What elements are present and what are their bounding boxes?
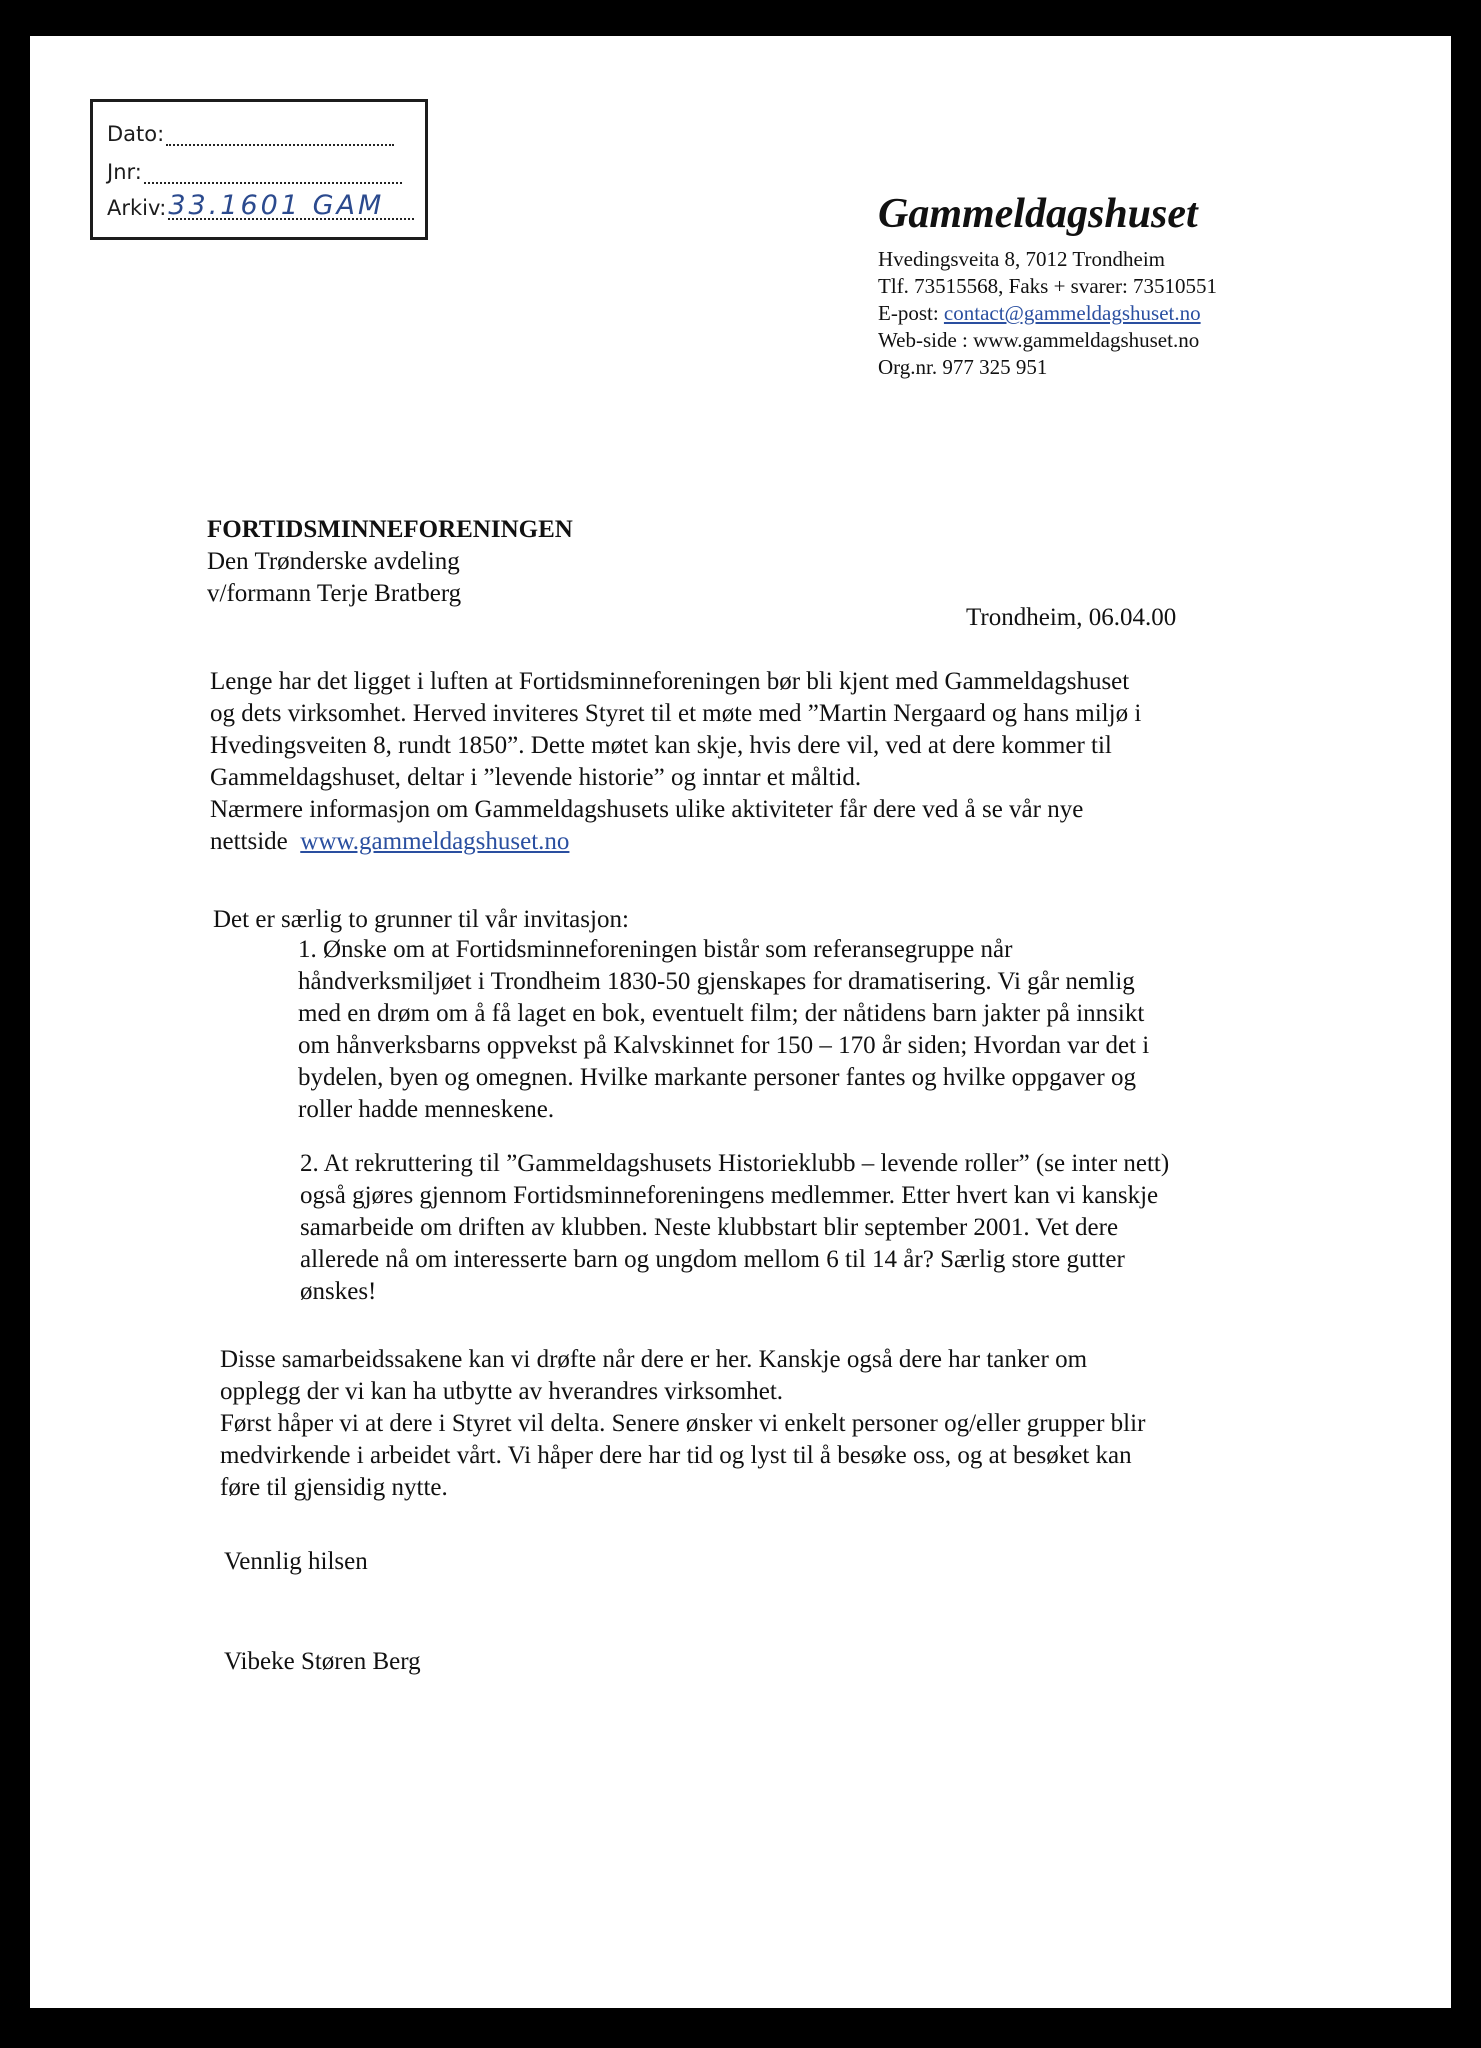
paragraph-line: opplegg der vi kan ha utbytte av hverandres virksomhet. [220,1378,784,1405]
stamp-dato-row [107,122,394,146]
letter-page [30,36,1451,2008]
reason-line: samarbeide om driften av klubben. Neste klubbstart blir september 2001. Vet dere [300,1214,1119,1241]
letterhead-web: Web-side : www.gammeldagshuset.no [878,328,1200,352]
reason-line: 2. At rekruttering til ”Gammeldagshusets Historieklubb – levende roller” (se inter nett) [300,1150,1170,1177]
letterhead-name: Gammeldagshuset [878,191,1198,237]
reason-line: om hånverksbarns oppvekst på Kalvskinnet for 150 – 170 år siden; Hvordan var det i [298,1032,1150,1059]
recipient-dept: Den Trønderske avdeling [207,548,460,575]
paragraph-line: Hvedingsveiten 8, rundt 1850”. Dette møtet kan skje, hvis dere vil, ved at dere kommer til [210,732,1112,759]
letter-date: Trondheim, 06.04.00 [966,604,1177,631]
letterhead-orgnr: Org.nr. 977 325 951 [878,355,1048,379]
stamp-arkiv-handwritten: 33.1601 GAM [168,194,414,220]
signature-name: Vibeke Støren Berg [224,1648,421,1675]
reason-line: allerede nå om interesserte barn og ungdom mellom 6 til 14 år? Særlig store gutter [300,1246,1125,1273]
reason-line: håndverksmiljøet i Trondheim 1830-50 gjenskapes for dramatisering. Vi går nemlig [298,968,1135,995]
stamp-arkiv-label: Arkiv: [107,196,167,220]
paragraph-intro [210,666,1141,858]
paragraph-reasons-intro: Det er særlig to grunner til vår invitasjon: [213,906,629,933]
letterhead-email-label: E-post: [878,301,939,325]
stamp-dato-label: Dato: [107,122,165,146]
reason-line: ønskes! [300,1278,377,1305]
stamp-dato-line [166,126,394,146]
letterhead-email-link[interactable]: contact@gammeldagshuset.no [943,301,1201,325]
paragraph-closing-text [220,1344,1145,1504]
recipient-block [207,514,573,610]
paragraph-line: Disse samarbeidssakene kan vi drøfte når dere er her. Kanskje også dere har tanker om [220,1346,1088,1373]
reason-line: bydelen, byen og omegnen. Hvilke markante personer fantes og hvilke oppgaver og [298,1064,1136,1091]
reason-line: 1. Ønske om at Fortidsminneforeningen bistår som referansegruppe når [298,936,1013,963]
letterhead-phone: Tlf. 73515568, Faks + svarer: 73510551 [878,274,1218,298]
reason-item-2 [300,1148,1169,1308]
reason-line: med en drøm om å få laget en bok, eventuelt film; der nåtidens barn jakter på innsikt [298,1000,1145,1027]
website-link[interactable]: www.gammeldagshuset.no [300,828,570,855]
paragraph-line: Lenge har det ligget i luften at Fortidsminneforeningen bør bli kjent med Gammeldagshuset [210,668,1130,695]
letterhead-email-line [878,300,1217,327]
paragraph-line: Nærmere informasjon om Gammeldagshusets ulike aktiviteter får dere ved å se vår nye [210,796,1084,823]
paragraph-line: og dets virksomhet. Herved inviteres Styret til et møte med ”Martin Nergaard og hans miljø i [210,700,1142,727]
reason-line: roller hadde menneskene. [298,1096,555,1123]
paragraph-line: føre til gjensidig nytte. [220,1474,448,1501]
closing-greeting: Vennlig hilsen [224,1548,368,1575]
paragraph-line-website [210,826,1141,858]
archive-stamp [90,99,428,240]
reason-item-1 [298,934,1149,1126]
letterhead [878,186,1217,381]
paragraph-line: medvirkende i arbeidet vårt. Vi håper dere har tid og lyst til å besøke oss, og at besøket kan [220,1442,1132,1469]
stamp-jnr-label: Jnr: [107,160,142,184]
letterhead-address: Hvedingsveita 8, 7012 Trondheim [878,247,1165,271]
recipient-org: FORTIDSMINNEFORENINGEN [207,516,573,543]
paragraph-line: Gammeldagshuset, deltar i ”levende historie” og inntar et måltid. [210,764,862,791]
recipient-attn: v/formann Terje Bratberg [207,580,462,607]
paragraph-line: Først håper vi at dere i Styret vil delta. Senere ønsker vi enkelt personer og/eller grupper blir [220,1410,1146,1437]
stamp-jnr-line [144,164,402,184]
reason-line: også gjøres gjennom Fortidsminneforeningens medlemmer. Etter hvert kan vi kanskje [300,1182,1159,1209]
website-prefix: nettside [210,828,288,855]
stamp-arkiv-row [107,190,414,221]
stamp-jnr-row [107,160,402,184]
